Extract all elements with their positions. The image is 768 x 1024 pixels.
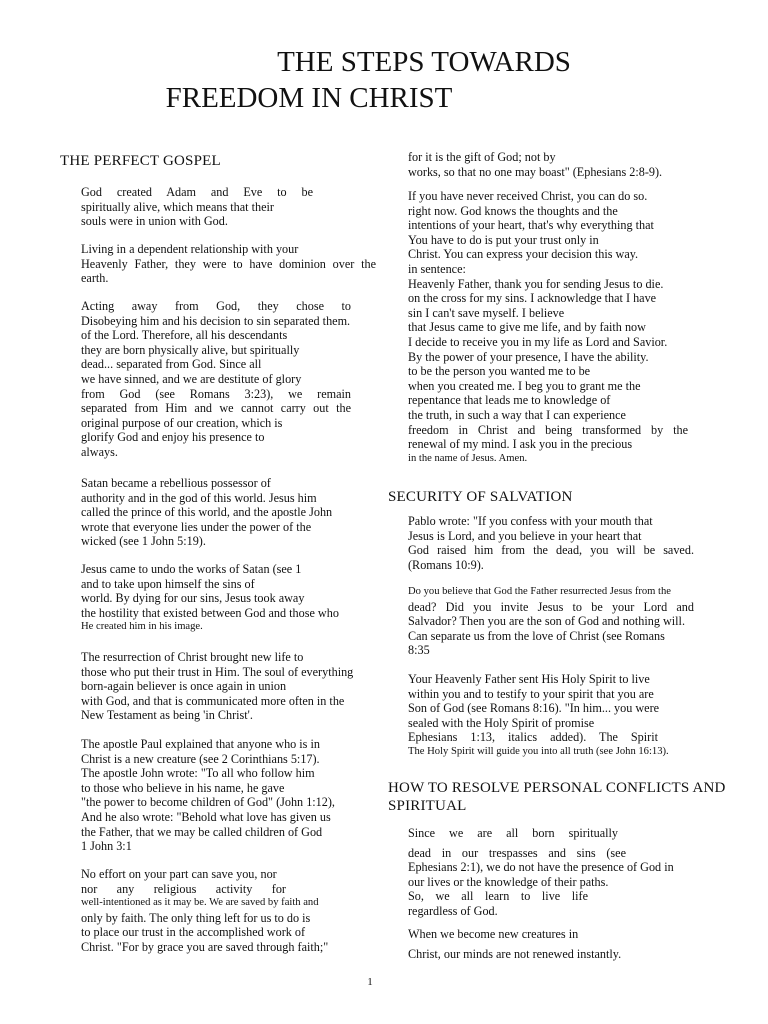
- text-line: Ephesians 2:1), we do not have the presence of God in: [408, 860, 674, 875]
- text-line: right now. God knows the thoughts and the: [408, 203, 618, 218]
- paragraph-no-effort: [81, 867, 366, 955]
- text-line: and to take upon himself the sins of: [81, 576, 255, 591]
- paragraph-gift-of-god: [408, 150, 698, 179]
- text-line: the truth, in such a way that I can experience: [408, 407, 626, 422]
- text-line: Jesus came to undo the works of Satan (see 1: [81, 562, 302, 576]
- text-line: He created him in his image.: [81, 621, 203, 633]
- text-line: in sentence:: [408, 261, 466, 276]
- paragraph-creation: [81, 185, 313, 229]
- text-line: spiritually alive, which means that their: [81, 199, 274, 214]
- text-line: Son of God (see Romans 8:16). "In him... you were: [408, 701, 660, 716]
- text-line: God raised him from the dead, you will be saved.: [408, 543, 694, 558]
- text-line: the Father, that we may be called children of God: [81, 824, 323, 839]
- text-line: Since we are all born spiritually: [408, 826, 618, 840]
- text-line: only by faith. The only thing left for us to do is: [81, 910, 311, 925]
- text-line: Heavenly Father, they were to have dominion over the: [81, 256, 376, 271]
- text-line: they are born physically alive, but spiritually: [81, 342, 300, 357]
- text-line: When we become new creatures in: [408, 927, 579, 941]
- text-line: separated from Him and we cannot carry out the: [81, 401, 351, 416]
- text-line: called the prince of this world, and the apostle John: [81, 505, 333, 520]
- text-line: within you and to testify to your spirit that you are: [408, 686, 654, 701]
- text-line: So, we all learn to live life: [408, 889, 588, 904]
- text-line: to place our trust in the accomplished work of: [81, 925, 306, 940]
- text-line: Ephesians 1:13, italics added). The Spirit: [408, 730, 658, 745]
- heading-line: SPIRITUAL: [388, 798, 467, 814]
- text-line: "the power to become children of God" (John 1:12),: [81, 795, 335, 810]
- text-line: Can separate us from the love of Christ (see Romans: [408, 628, 665, 643]
- paragraph-jesus-came: [81, 562, 366, 635]
- text-line: intentions of your heart, that's why everything that: [408, 218, 654, 233]
- text-line: Christ. You can express your decision this way.: [408, 247, 639, 262]
- text-line: Living in a dependent relationship with your: [81, 242, 299, 256]
- text-line: nor any religious activity for: [81, 881, 286, 896]
- text-line: sealed with the Holy Spirit of promise: [408, 715, 595, 730]
- text-line: of the Lord. Therefore, all his descendants: [81, 328, 288, 343]
- text-line: Satan became a rebellious possessor of: [81, 476, 271, 490]
- text-line: world. By dying for our sins, Jesus took away: [81, 591, 305, 606]
- text-line: for it is the gift of God; not by: [408, 150, 556, 164]
- document-title: [0, 44, 768, 116]
- text-line: those who put their trust in Him. The soul of everything: [81, 664, 354, 679]
- text-line: sin I can't save myself. I believe: [408, 305, 565, 320]
- text-line: freedom in Christ and being transformed by the: [408, 422, 688, 437]
- paragraph-born-dead: [408, 826, 698, 919]
- text-line: By the power of your presence, I have the ability.: [408, 349, 649, 364]
- text-line: Disobeying him and his decision to sin separated them.: [81, 313, 351, 328]
- text-line: regardless of God.: [408, 903, 498, 918]
- text-line: You have to do is put your trust only in: [408, 232, 599, 247]
- text-line: we have sinned, and we are destitute of glory: [81, 371, 302, 386]
- paragraph-dependent: [81, 242, 376, 286]
- text-line: original purpose of our creation, which is: [81, 415, 283, 430]
- text-line: glorify God and enjoy his presence to: [81, 430, 265, 445]
- text-line: dead? Did you invite Jesus to be your Lord and: [408, 599, 694, 614]
- text-line: on the cross for my sins. I acknowledge that I have: [408, 291, 657, 306]
- text-line: in the name of Jesus. Amen.: [408, 452, 528, 464]
- title-line-2: FREEDOM IN CHRIST: [165, 82, 453, 114]
- text-line: Do you believe that God the Father resurrected Jesus from the: [408, 586, 671, 597]
- section-heading-perfect-gospel: THE PERFECT GOSPEL: [60, 153, 221, 169]
- paragraph-receive-christ: [408, 189, 688, 466]
- text-line: that Jesus came to give me life, and by faith now: [408, 320, 646, 335]
- text-line: I decide to receive you in my life as Lord and Savior.: [408, 334, 668, 349]
- text-line: renewal of my mind. I ask you in the precious: [408, 437, 633, 452]
- text-line: Jesus is Lord, and you believe in your heart that: [408, 528, 642, 543]
- text-line: always.: [81, 444, 118, 459]
- text-line: The resurrection of Christ brought new life to: [81, 650, 304, 664]
- paragraph-new-creatures: [408, 927, 698, 961]
- text-line: The apostle Paul explained that anyone who is in: [81, 737, 320, 751]
- text-line: 1 John 3:1: [81, 839, 132, 854]
- text-line: Pablo wrote: "If you confess with your mouth that: [408, 514, 653, 528]
- text-line: well-intentioned as it may be. We are saved by faith and: [81, 897, 319, 909]
- section-heading-security: SECURITY OF SALVATION: [388, 489, 573, 505]
- text-line: born-again believer is once again in union: [81, 679, 287, 694]
- paragraph-new-creature: [81, 737, 366, 854]
- text-line: Salvador? Then you are the son of God and nothing will.: [408, 614, 685, 629]
- text-line: with God, and that is communicated more often in the: [81, 693, 345, 708]
- text-line: 8:35: [408, 643, 430, 658]
- title-line-1: THE STEPS TOWARDS: [277, 46, 571, 78]
- text-line: The apostle John wrote: "To all who follow him: [81, 766, 315, 781]
- paragraph-satan: [81, 476, 361, 549]
- text-line: souls were in union with God.: [81, 214, 228, 229]
- text-line: Christ, our minds are not renewed instantly.: [408, 946, 622, 961]
- text-line: to be the person you wanted me to be: [408, 364, 591, 379]
- paragraph-resurrection: [81, 650, 361, 723]
- text-line: Your Heavenly Father sent His Holy Spirit to live: [408, 672, 650, 686]
- heading-line: HOW TO RESOLVE PERSONAL CONFLICTS AND: [388, 780, 726, 796]
- text-line: (Romans 10:9).: [408, 557, 484, 572]
- text-line: Christ is a new creature (see 2 Corinthians 5:17).: [81, 751, 320, 766]
- text-line: from God (see Romans 3:23), we remain: [81, 386, 351, 401]
- text-line: the hostility that existed between God and those who: [81, 605, 339, 620]
- text-line: repentance that leads me to knowledge of: [408, 393, 611, 408]
- text-line: dead in our trespasses and sins (see: [408, 845, 626, 860]
- text-line: Christ. "For by grace you are saved through faith;": [81, 939, 329, 954]
- paragraph-fall: [81, 299, 351, 460]
- text-line: dead... separated from God. Since all: [81, 357, 262, 372]
- text-line: The Holy Spirit will guide you into all truth (see John 16:13).: [408, 745, 669, 757]
- text-line: authority and in the god of this world. Jesus him: [81, 490, 317, 505]
- text-line: Acting away from God, they chose to: [81, 299, 351, 313]
- text-line: God created Adam and Eve to be: [81, 185, 313, 199]
- text-line: And he also wrote: "Behold what love has given us: [81, 809, 331, 824]
- text-line: our lives or the knowledge of their paths.: [408, 874, 609, 889]
- text-line: to those who believe in his name, he gave: [81, 780, 285, 795]
- paragraph-believe: [408, 585, 694, 658]
- paragraph-confess: [408, 514, 694, 572]
- text-line: works, so that no one may boast" (Ephesians 2:8-9).: [408, 164, 663, 179]
- page-number: 1: [367, 976, 373, 988]
- text-line: Heavenly Father, thank you for sending Jesus to die.: [408, 276, 664, 291]
- text-line: New Testament as being 'in Christ'.: [81, 708, 253, 723]
- text-line: wrote that everyone lies under the power of the: [81, 519, 312, 534]
- paragraph-holy-spirit: [408, 672, 694, 760]
- text-line: wicked (see 1 John 5:19).: [81, 534, 206, 549]
- text-line: earth.: [81, 271, 109, 286]
- section-heading-conflicts: [388, 779, 768, 815]
- text-line: If you have never received Christ, you can do so.: [408, 189, 648, 203]
- text-line: when you created me. I beg you to grant me the: [408, 378, 641, 393]
- text-line: No effort on your part can save you, nor: [81, 867, 277, 881]
